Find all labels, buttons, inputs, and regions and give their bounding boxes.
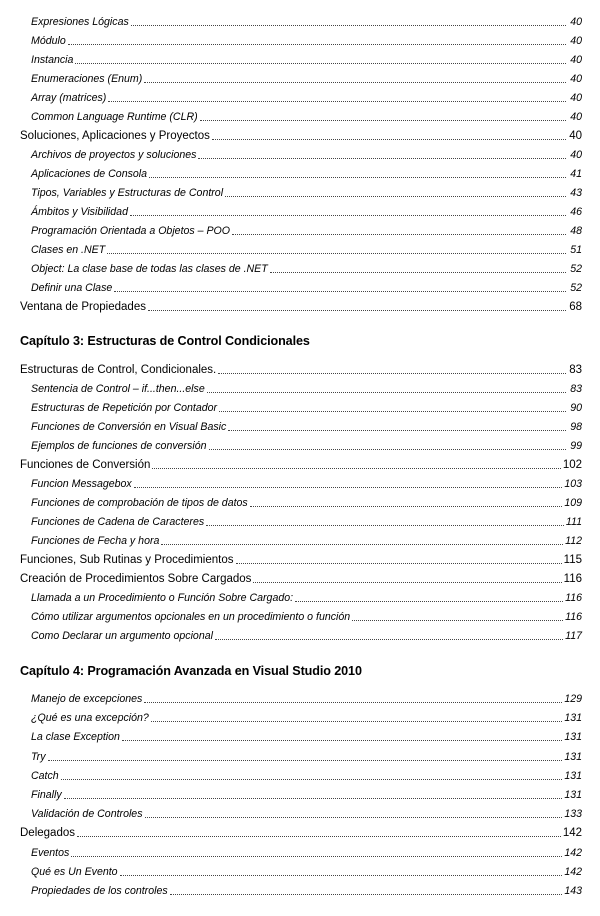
toc-entry-page-number: 117: [565, 630, 582, 642]
toc-entry: [0, 605, 600, 624]
toc-entry: [0, 567, 600, 586]
toc-entry: [0, 764, 600, 783]
toc-entry: [0, 415, 600, 434]
toc-entry: [0, 238, 600, 257]
toc-entry-title: Sentencia de Control – if...then...else: [31, 383, 205, 395]
toc-entry-title: Aplicaciones de Consola: [31, 168, 148, 180]
toc-entry-page-number: 116: [565, 592, 582, 604]
dot-leader: [250, 506, 563, 507]
toc-entry-title: Funciones de Conversión en Visual Basic: [31, 421, 227, 433]
toc-entry: [0, 162, 600, 181]
toc-entry-title: Qué es Un Evento: [31, 865, 118, 878]
toc-entry-page-number: 142: [564, 846, 582, 859]
toc-entry: [0, 841, 600, 860]
dot-leader: [108, 101, 566, 102]
dot-leader: [253, 582, 561, 583]
toc-entry-title: Tipos, Variables y Estructuras de Control: [31, 187, 224, 199]
dot-leader: [295, 601, 563, 602]
toc-entry: [0, 624, 600, 643]
toc-entry: [0, 879, 600, 898]
toc-entry: [0, 860, 600, 879]
toc-entry-page-number: 40: [570, 73, 582, 85]
toc-entry-page-number: 142: [562, 827, 582, 840]
toc-entry-title: Como Declarar un argumento opcional: [31, 630, 213, 642]
toc-entry-title: Módulo: [31, 35, 66, 47]
toc-entry: [0, 219, 600, 238]
toc-entry: [0, 276, 600, 295]
chapter-4-heading: Capítulo 4: Programación Avanzada en Visual Studio 2010: [20, 664, 362, 678]
toc-entry-page-number: 40: [570, 54, 582, 66]
toc-entry-page-number: 41: [570, 168, 582, 180]
toc-entry-page-number: 68: [569, 301, 582, 313]
toc-entry-title: Funciones de Fecha y hora: [31, 535, 160, 547]
dot-leader: [130, 215, 566, 216]
dot-leader: [215, 639, 563, 640]
toc-entry-title: Delegados: [20, 827, 75, 840]
dot-leader: [232, 234, 566, 235]
dot-leader: [144, 82, 566, 83]
toc-entry-title: Enumeraciones (Enum): [31, 73, 143, 85]
toc-entry-title: Object: La clase base de todas las clases de .NET: [31, 263, 268, 275]
toc-entry-page-number: 131: [564, 712, 582, 725]
toc-entry: [0, 143, 600, 162]
dot-leader: [212, 139, 566, 140]
toc-entry-title: Array (matrices): [31, 92, 107, 104]
toc-entry: [0, 181, 600, 200]
toc-entry-title: Funciones de comprobación de tipos de datos: [31, 497, 248, 509]
dot-leader: [75, 63, 566, 64]
toc-entry-title: Funciones de Cadena de Caracteres: [31, 516, 205, 528]
toc-entry: [0, 472, 600, 491]
dot-leader: [218, 373, 566, 374]
toc-entry-page-number: 103: [564, 478, 582, 490]
toc-entry-page-number: 90: [570, 402, 582, 414]
dot-leader: [198, 158, 566, 159]
toc-entry: [0, 586, 600, 605]
dot-leader: [120, 875, 563, 876]
toc-entry-page-number: 131: [564, 731, 582, 744]
toc-entry-page-number: 112: [565, 535, 582, 547]
toc-entry-title: Creación de Procedimientos Sobre Cargados: [20, 573, 252, 585]
toc-entry: [0, 358, 600, 377]
toc-entry: [0, 548, 600, 567]
toc-entry-page-number: 40: [570, 35, 582, 47]
dot-leader: [107, 253, 566, 254]
toc-entry-title: Ejemplos de funciones de conversión: [31, 440, 207, 452]
dot-leader: [207, 392, 566, 393]
toc-entry-title: Clases en .NET: [31, 244, 106, 256]
toc-entry-page-number: 99: [570, 440, 582, 452]
toc-entry-page-number: 102: [562, 459, 582, 471]
dot-leader: [151, 721, 563, 722]
toc-entry: [0, 29, 600, 48]
toc-entry-page-number: 52: [570, 282, 582, 294]
dot-leader: [152, 468, 560, 469]
dot-leader: [144, 702, 562, 703]
toc-entry-page-number: 40: [570, 111, 582, 123]
toc-entry-page-number: 98: [570, 421, 582, 433]
toc-entry: [0, 491, 600, 510]
toc-entry-title: Expresiones Lógicas: [31, 16, 129, 28]
dot-leader: [228, 430, 566, 431]
toc-entry-title: La clase Exception: [31, 731, 120, 744]
toc-entry-title: Try: [31, 750, 46, 763]
toc-entry-title: Definir una Clase: [31, 282, 113, 294]
toc-entry-title: Instancia: [31, 54, 74, 66]
dot-leader: [352, 620, 563, 621]
toc-entry: [0, 434, 600, 453]
toc-entry-page-number: 129: [564, 693, 582, 705]
dot-leader: [200, 120, 566, 121]
toc-entry: [0, 295, 600, 314]
toc-entry-page-number: 40: [569, 130, 582, 142]
toc-entry-title: Validación de Controles: [31, 808, 143, 821]
toc-entry-page-number: 40: [570, 92, 582, 104]
toc-entry: [0, 200, 600, 219]
toc-entry-title: Funciones, Sub Rutinas y Procedimientos: [20, 554, 234, 566]
dot-leader: [71, 856, 562, 857]
toc-entry-page-number: 133: [564, 808, 582, 821]
dot-leader: [148, 310, 566, 311]
toc-entry: [0, 802, 600, 821]
toc-entry-page-number: 51: [570, 244, 582, 256]
toc-entry-title: Estructuras de Repetición por Contador: [31, 402, 218, 414]
toc-entry-page-number: 40: [570, 149, 582, 161]
toc-entry: [0, 67, 600, 86]
toc-entry-page-number: 83: [569, 364, 582, 376]
toc-entry: [0, 529, 600, 548]
toc-entry: [0, 124, 600, 143]
toc-entry-page-number: 131: [564, 769, 582, 782]
toc-entry: [0, 687, 600, 706]
toc-entry-page-number: 40: [570, 16, 582, 28]
dot-leader: [134, 487, 563, 488]
toc-entry-title: Finally: [31, 789, 62, 801]
toc-entry-title: Archivos de proyectos y soluciones: [31, 149, 197, 161]
dot-leader: [206, 525, 564, 526]
dot-leader: [170, 894, 563, 895]
dot-leader: [48, 760, 563, 761]
toc-entry-title: Catch: [31, 769, 59, 782]
toc-entry: [0, 706, 600, 725]
toc-entry-page-number: 116: [563, 573, 582, 585]
dot-leader: [131, 25, 566, 26]
toc-entry-page-number: 142: [564, 865, 582, 878]
toc-entry: [0, 821, 600, 840]
toc-entry-title: Cómo utilizar argumentos opcionales en un procedimiento o función: [31, 611, 351, 623]
toc-entry-page-number: 143: [564, 885, 582, 897]
toc-entry-title: Funciones de Conversión: [20, 459, 151, 471]
toc-entry: [0, 745, 600, 764]
toc-entry-title: Llamada a un Procedimiento o Función Sobre Cargado:: [31, 592, 294, 604]
toc-entry-title: Funcion Messagebox: [31, 478, 132, 490]
dot-leader: [77, 836, 561, 837]
toc-entry-page-number: 131: [564, 789, 582, 801]
dot-leader: [209, 449, 567, 450]
toc-entry-page-number: 131: [564, 750, 582, 763]
toc-entry-page-number: 116: [565, 611, 582, 623]
toc-entry: [0, 105, 600, 124]
dot-leader: [68, 44, 566, 45]
toc-entry-title: Common Language Runtime (CLR): [31, 111, 198, 123]
dot-leader: [149, 177, 566, 178]
toc-entry-title: Soluciones, Aplicaciones y Proyectos: [20, 130, 210, 142]
toc-entry: [0, 396, 600, 415]
toc-entry-page-number: 109: [564, 497, 582, 509]
toc-entry-page-number: 83: [570, 383, 582, 395]
toc-entry: [0, 377, 600, 396]
toc-entry: [0, 48, 600, 67]
toc-entry-page-number: 115: [563, 554, 582, 566]
toc-entry-page-number: 111: [565, 516, 582, 528]
toc-entry-title: Programación Orientada a Objetos – POO: [31, 225, 231, 237]
dot-leader: [225, 196, 566, 197]
dot-leader: [122, 740, 562, 741]
dot-leader: [219, 411, 566, 412]
toc-entry: [0, 510, 600, 529]
toc-entry-title: ¿Qué es una excepción?: [31, 712, 149, 725]
toc-entry: [0, 86, 600, 105]
toc-entry-title: Eventos: [31, 846, 70, 859]
toc-entry-title: Estructuras de Control, Condicionales.: [20, 364, 217, 376]
toc-entry: [0, 257, 600, 276]
chapter-3-heading: Capítulo 3: Estructuras de Control Condicionales: [20, 334, 310, 348]
toc-entry: [0, 453, 600, 472]
dot-leader: [161, 544, 563, 545]
toc-entry: [0, 10, 600, 29]
toc-entry-title: Propiedades de los controles: [31, 885, 168, 897]
dot-leader: [270, 272, 566, 273]
toc-entry-title: Ventana de Propiedades: [20, 301, 146, 313]
toc-entry-page-number: 43: [570, 187, 582, 199]
toc-entry: [0, 783, 600, 802]
dot-leader: [64, 798, 563, 799]
toc-entry-page-number: 46: [570, 206, 582, 218]
toc-entry-page-number: 52: [570, 263, 582, 275]
toc-entry-title: Manejo de excepciones: [31, 693, 143, 705]
toc-entry: [0, 725, 600, 744]
dot-leader: [236, 563, 562, 564]
dot-leader: [114, 291, 566, 292]
dot-leader: [145, 817, 563, 818]
toc-entry-page-number: 48: [570, 225, 582, 237]
toc-entry-title: Ámbitos y Visibilidad: [31, 206, 128, 218]
dot-leader: [61, 779, 563, 780]
